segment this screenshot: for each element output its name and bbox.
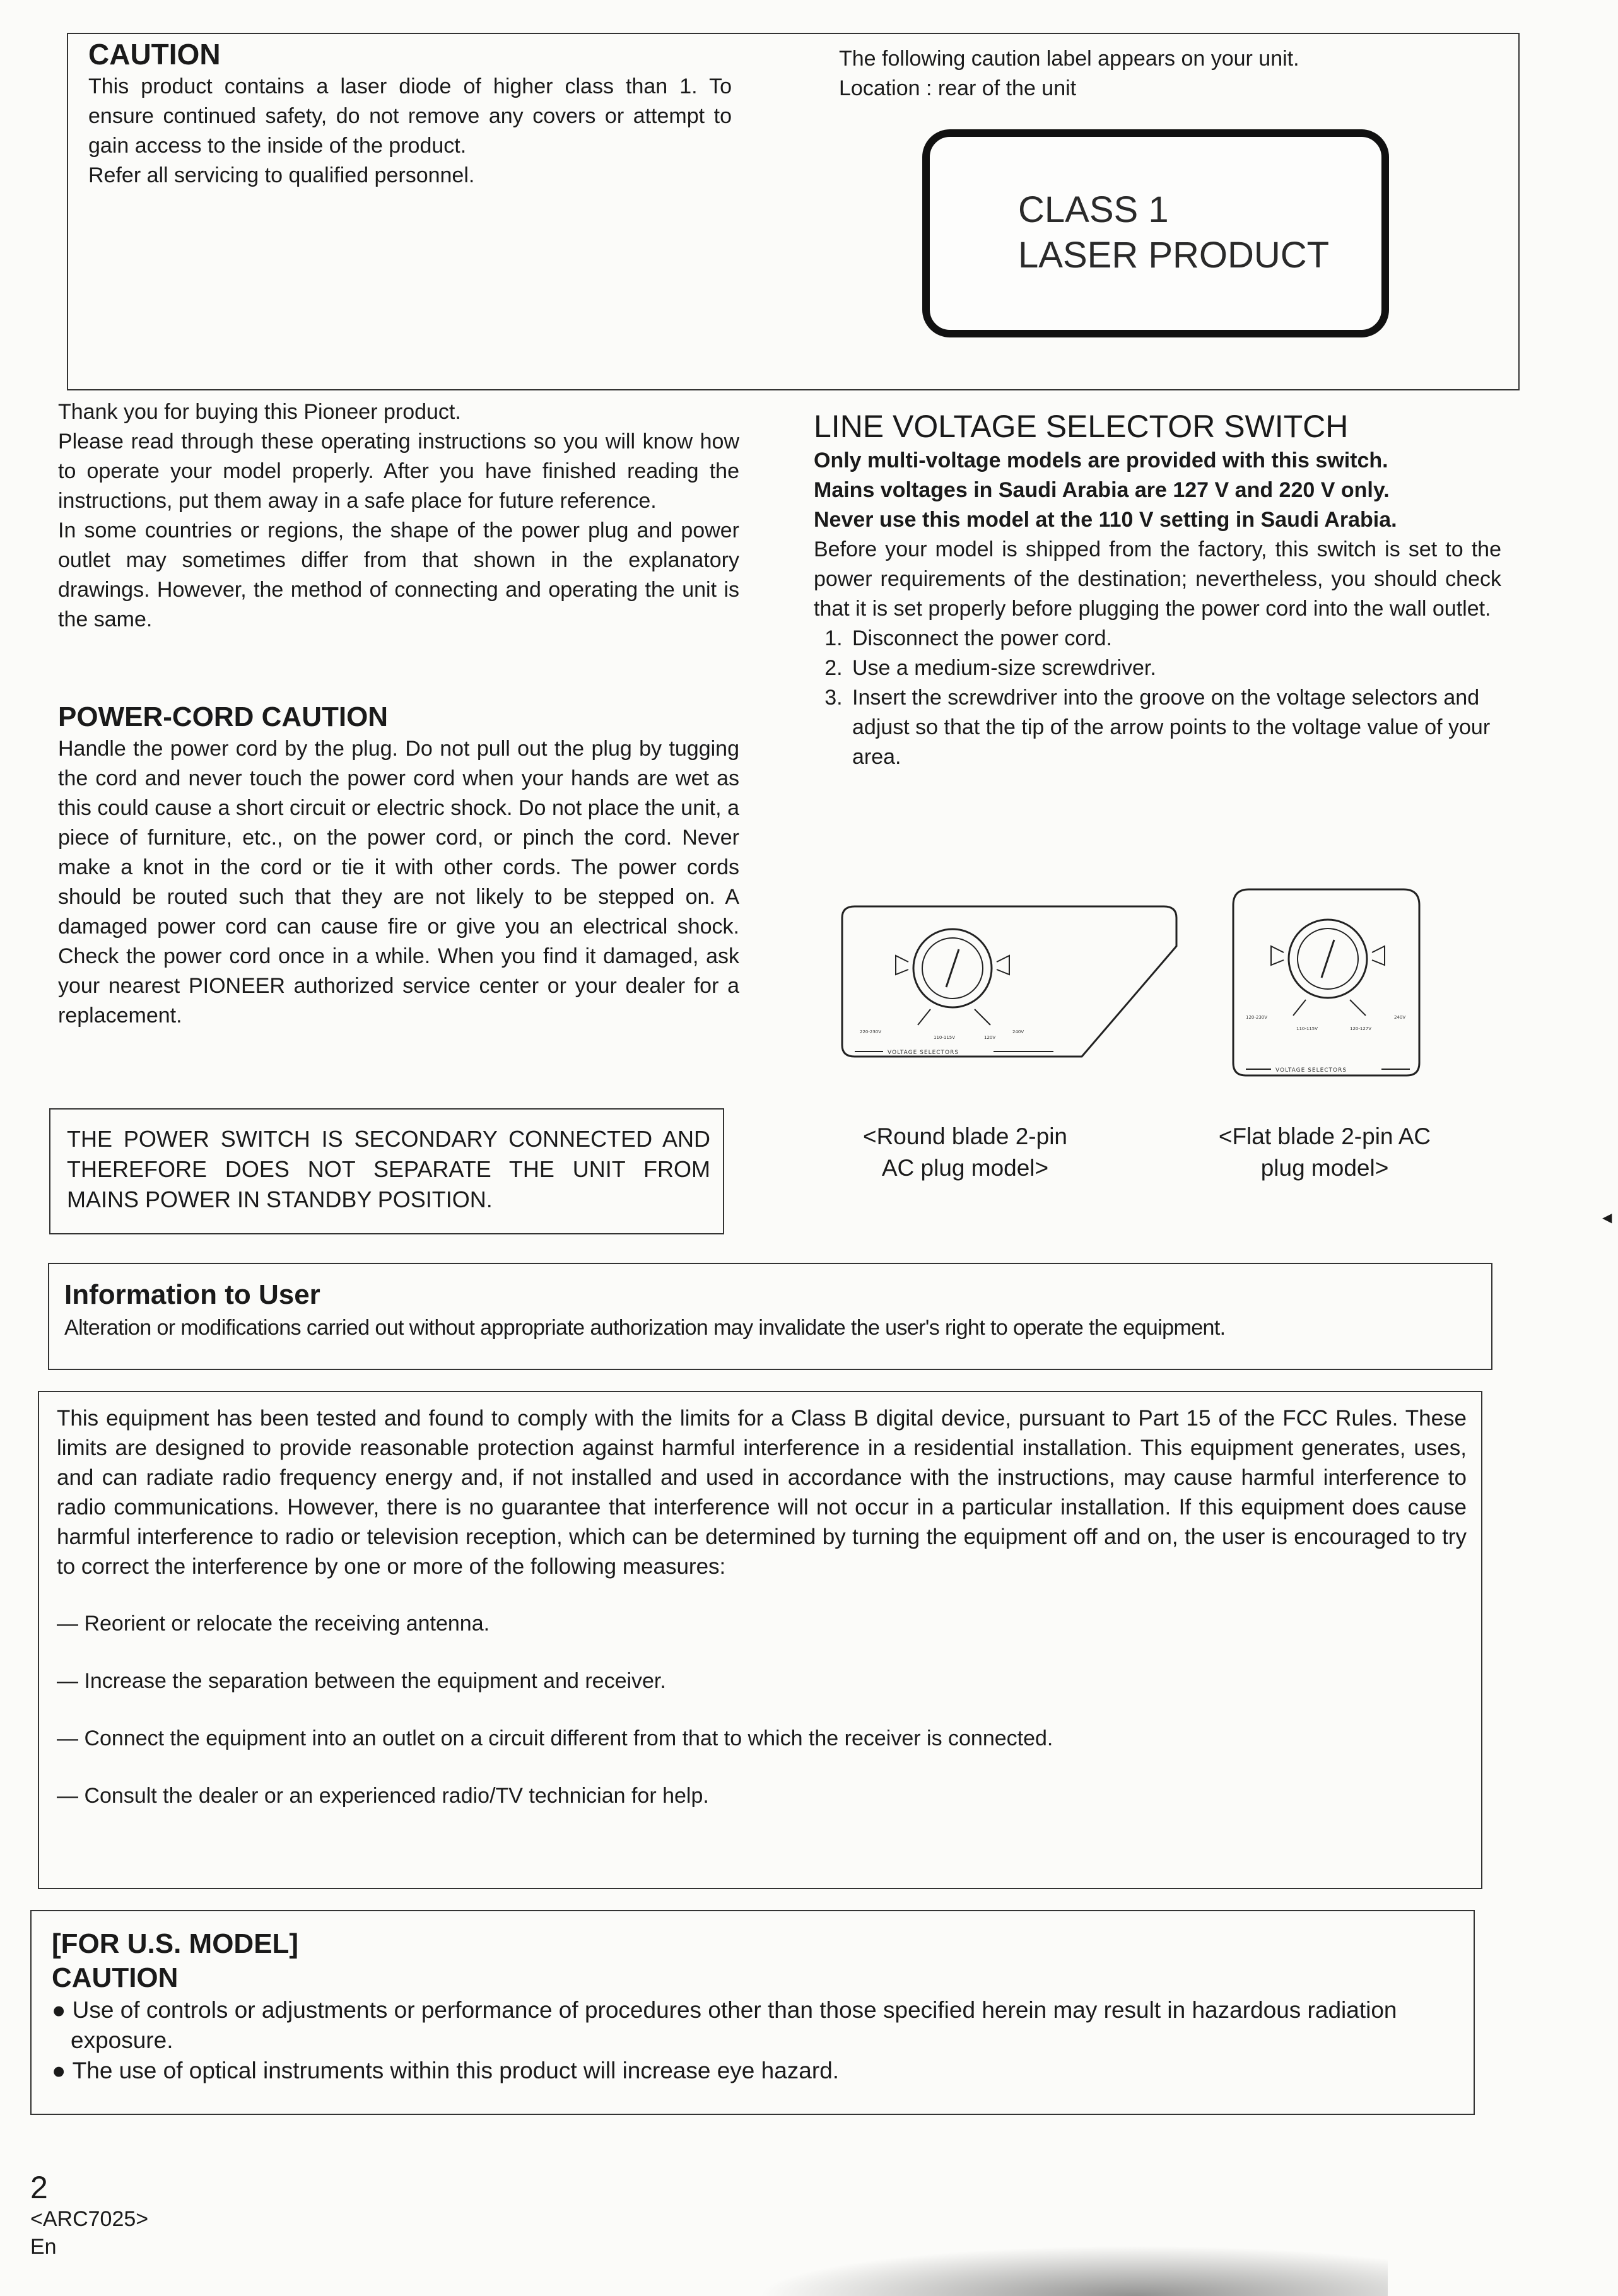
caution-body: This product contains a laser diode of higher class than 1. To ensure continued safety, do not remove any covers or attempt to gain access to the inside of the product. — [88, 74, 732, 158]
flat-label-110: 110-115V — [1296, 1026, 1318, 1031]
info-user-body: Alteration or modifications carried out without appropriate authorization may invalidate the user's right to operate the equipment. — [64, 1316, 1226, 1340]
intro-plug-shape: In some countries or regions, the shape of the power plug and power outlet may sometimes differ from that shown in the explanatory drawings. However, the method of connecting and operating the unit is the same. — [58, 518, 739, 631]
round-label-120: 120V — [984, 1035, 996, 1040]
voltage-step: 2. Use a medium-size screwdriver. — [848, 653, 1501, 683]
fcc-measure: — Consult the dealer or an experienced radio/TV technician for help. — [57, 1784, 709, 1808]
label-class1: CLASS 1 — [1018, 189, 1169, 230]
round-label-110: 110-115V — [934, 1035, 956, 1040]
voltage-dial-icon — [896, 929, 1009, 1025]
us-caution-heading: CAUTION — [52, 1962, 179, 1993]
voltage-bold-1: Only multi-voltage models are provided with this switch. — [814, 448, 1388, 472]
bullet-icon: ● — [52, 1997, 73, 2023]
fcc-measure: — Increase the separation between the equipment and receiver. — [57, 1669, 666, 1693]
round-blade-caption: <Round blade 2-pin AC plug model> — [862, 1123, 1067, 1181]
caution-label-info — [839, 44, 1482, 103]
round-label-240: 240V — [1012, 1029, 1024, 1034]
flat-blade-selector-diagram — [1214, 880, 1441, 1088]
scan-shadow — [757, 2246, 1388, 2296]
voltage-bold-2: Mains voltages in Saudi Arabia are 127 V and 220 V only. — [814, 478, 1390, 502]
voltage-body: Before your model is shipped from the factory, this switch is set to the power requirements of the destination; nevertheless, you should check that it is set properly before plugging the power cord into the wall outlet. — [814, 537, 1501, 621]
label-location: Location : rear of the unit — [839, 76, 1077, 100]
voltage-steps — [814, 624, 1501, 772]
intro-read: Please read through these operating instructions so you will know how to operate your model properly. After you have finished reading the instructions, put them away in a safe place for future reference. — [58, 430, 739, 513]
power-cord-section — [58, 700, 739, 1031]
power-cord-body: Handle the power cord by the plug. Do not pull out the plug by tugging the cord and never touch the power cord when your hands are wet as this could cause a short circuit or electric shock. Do not place the unit, a piece of furniture, etc., on the power cord, or pinch the cord. Never make a knot in the cord or tie it with other cords. The power cords should be routed such that they are not likely to be stepped on. A damaged power cord can cause fire or give you an electrical shock. Check the power cord once in a while. When you find it damaged, ask your nearest PIONEER authorized service center or your dealer for a replacement. — [58, 737, 739, 1028]
flat-selectors-label: VOLTAGE SELECTORS — [1275, 1067, 1347, 1074]
caution-heading: CAUTION — [88, 38, 221, 71]
bullet-icon: ● — [52, 2058, 73, 2083]
class1-laser-label — [922, 129, 1389, 337]
voltage-section — [814, 407, 1501, 772]
voltage-heading: LINE VOLTAGE SELECTOR SWITCH — [814, 409, 1349, 444]
flat-label-120-127: 120-127V — [1350, 1026, 1372, 1031]
flat-blade-caption: <Flat blade 2-pin AC plug model> — [1218, 1123, 1431, 1181]
edge-mark: ◀ — [1602, 1211, 1612, 1225]
power-switch-notice: THE POWER SWITCH IS SECONDARY CONNECTED AND THEREFORE DOES NOT SEPARATE THE UNIT FROM MAINS POWER IN STANDBY POSITION. — [67, 1126, 710, 1212]
us-caution-bullet: ● Use of controls or adjustments or performance of procedures other than those specified herein may result in hazardous radiation exposure. — [52, 1997, 1397, 2053]
label-intro: The following caution label appears on your unit. — [839, 47, 1299, 71]
flat-label-120-230: 120-230V — [1246, 1015, 1268, 1020]
model-code: <ARC7025> — [30, 2207, 149, 2231]
round-blade-selector-diagram — [830, 899, 1183, 1075]
fcc-measure: — Reorient or relocate the receiving antenna. — [57, 1612, 490, 1636]
power-cord-heading: POWER-CORD CAUTION — [58, 701, 389, 732]
round-selectors-label: VOLTAGE SELECTORS — [888, 1050, 959, 1056]
intro-section — [58, 397, 739, 635]
voltage-bold-3: Never use this model at the 110 V setting in Saudi Arabia. — [814, 508, 1397, 532]
page-footer — [30, 2170, 148, 2261]
language-code: En — [30, 2235, 57, 2259]
voltage-step: 3. Insert the screwdriver into the groove on the voltage selectors and adjust so that the tip of the arrow points to the voltage value of your area. — [848, 683, 1501, 772]
page-number: 2 — [30, 2170, 48, 2205]
voltage-dial-icon — [1271, 920, 1385, 1016]
fcc-body: This equipment has been tested and found to comply with the limits for a Class B digital device, pursuant to Part 15 of the FCC Rules. These limits are designed to provide reasonable protection against harmful interference in a residential installation. This equipment generates, uses, and can radiate radio frequency energy and, if not installed and used in accordance with the instructions, may cause harmful interference to radio communications. However, there is no guarantee that interference will not occur in a particular installation. If this equipment does cause harmful interference to radio or television reception, which can be determined by turning the equipment off and on, the user is encouraged to try to correct the interference by one or more of the following measures: — [57, 1406, 1467, 1579]
label-laser-product: LASER PRODUCT — [1018, 235, 1330, 276]
caution-section — [88, 37, 732, 190]
round-label-220: 220-230V — [860, 1029, 882, 1034]
intro-thanks: Thank you for buying this Pioneer product. — [58, 400, 461, 424]
info-user-section — [64, 1277, 1484, 1343]
flat-label-240: 240V — [1394, 1015, 1406, 1020]
info-user-heading: Information to User — [64, 1279, 320, 1310]
fcc-section — [57, 1403, 1467, 1811]
us-model-heading: [FOR U.S. MODEL] — [52, 1928, 299, 1959]
voltage-step: 1. Disconnect the power cord. — [848, 624, 1501, 653]
us-caution-section — [52, 1927, 1462, 2086]
us-caution-bullet: ● The use of optical instruments within this product will increase eye hazard. — [52, 2058, 840, 2083]
caution-body-2: Refer all servicing to qualified personnel. — [88, 163, 475, 187]
fcc-measure: — Connect the equipment into an outlet on a circuit different from that to which the receiver is connected. — [57, 1726, 1053, 1750]
